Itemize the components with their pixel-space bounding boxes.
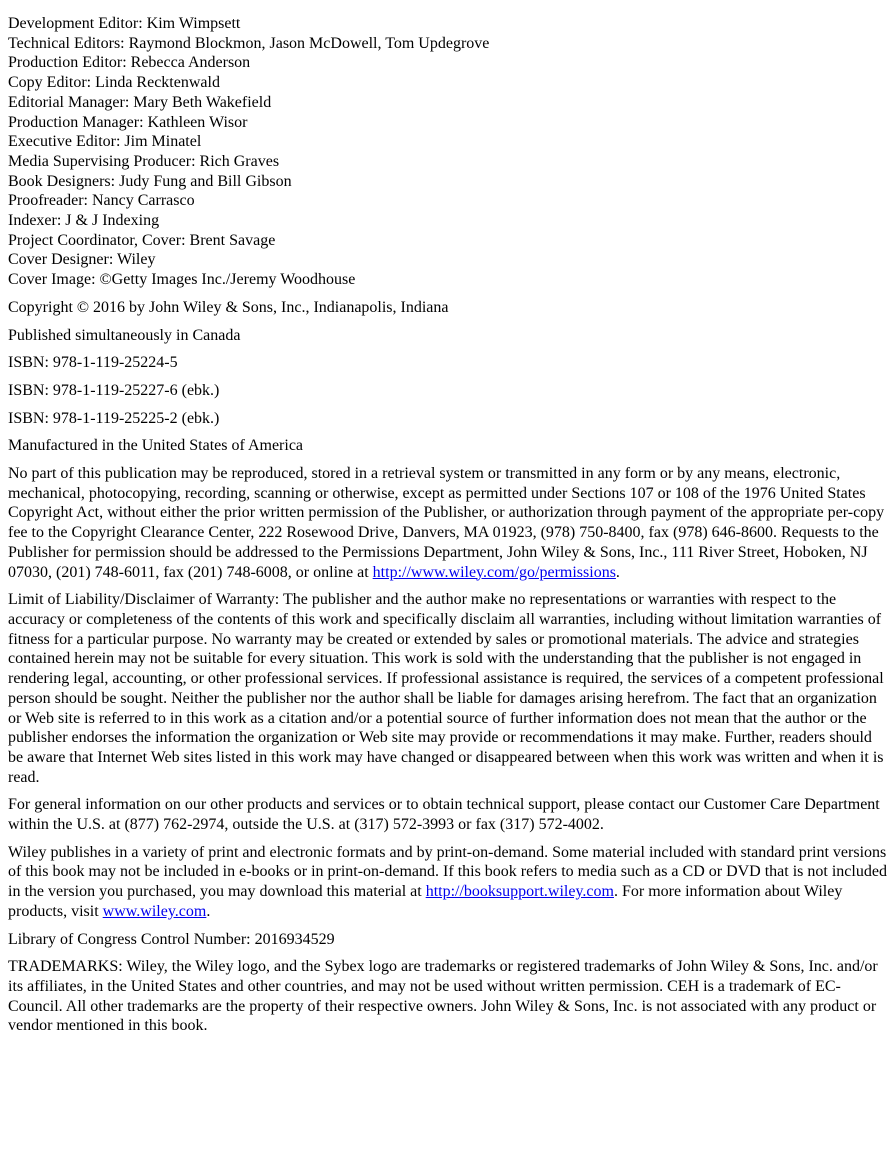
credit-line: Media Supervising Producer: Rich Graves xyxy=(8,152,280,170)
booksupport-link[interactable]: http://booksupport.wiley.com xyxy=(425,883,614,901)
credit-line: Technical Editors: Raymond Blockmon, Jason McDowell, Tom Updegrove xyxy=(8,34,490,52)
permissions-link[interactable]: http://www.wiley.com/go/permissions xyxy=(372,563,616,581)
credit-line: Development Editor: Kim Wimpsett xyxy=(8,15,241,32)
isbn-ebook-1: ISBN: 978-1-119-25227-6 (ebk.) xyxy=(8,381,220,399)
permissions-paragraph xyxy=(8,464,887,582)
credit-line: Production Manager: Kathleen Wisor xyxy=(8,113,248,131)
formats-text: Wiley publishes in a variety of print and electronic formats and by print-on-demand. Some material included with standard print versions of this book may not be included in e-books or in print-on-demand. If this book refers to media such as a CD or DVD that is not included in the version you purchased, you may download this material at xyxy=(8,843,887,901)
credits-list xyxy=(8,14,887,290)
credit-line: Project Coordinator, Cover: Brent Savage xyxy=(8,231,276,249)
formats-end: . xyxy=(206,902,211,920)
permissions-text: No part of this publication may be reproduced, stored in a retrieval system or transmitted in any form or by any means, electronic, mechanical, photocopying, recording, scanning or otherwise, except as permitted under Sections 107 or 108 of the 1976 United States Copyright Act, without either the prior written permission of the Publisher, or authorization through payment of the appropriate per-copy fee to the Copyright Clearance Center, 222 Rosewood Drive, Danvers, MA 01923, (978) 750-8400, fax (978) 646-8600. Requests to the Publisher for permission should be addressed to the Permissions Department, John Wiley & Sons, Inc., 111 River Street, Hoboken, NJ 07030, (201) 748-6011, fax (201) 748-6008, or online at xyxy=(8,465,885,581)
isbn-print: ISBN: 978-1-119-25224-5 xyxy=(8,354,178,372)
copyright-notice: Copyright © 2016 by John Wiley & Sons, Inc., Indianapolis, Indiana xyxy=(8,298,449,316)
credit-line: Proofreader: Nancy Carrasco xyxy=(8,192,195,210)
permissions-end: . xyxy=(615,563,620,581)
trademarks-paragraph: TRADEMARKS: Wiley, the Wiley logo, and the Sybex logo are trademarks or registered trademarks of John Wiley & Sons, Inc. and/or its affiliates, in the United States and other countries, and may not be used without written permission. CEH is a trademark of EC-Council. All other trademarks are the property of their respective owners. John Wiley & Sons, Inc. is not associated with any product or vendor mentioned in this book. xyxy=(8,958,878,1035)
credit-line: Book Designers: Judy Fung and Bill Gibson xyxy=(8,172,292,190)
credit-line: Executive Editor: Jim Minatel xyxy=(8,133,202,151)
support-paragraph: For general information on our other products and services or to obtain technical support, please contact our Customer Care Department within the U.S. at (877) 762-2974, outside the U.S. at (317) 572-3993 or fax (317) 572-4002. xyxy=(8,796,880,834)
lccn-line: Library of Congress Control Number: 2016934529 xyxy=(8,930,335,948)
formats-paragraph xyxy=(8,843,887,922)
published-note: Published simultaneously in Canada xyxy=(8,326,241,344)
credit-line: Cover Designer: Wiley xyxy=(8,251,156,269)
formats-middle: . For more information about Wiley products, visit xyxy=(8,883,843,920)
credit-line: Production Editor: Rebecca Anderson xyxy=(8,54,251,72)
manufactured-note: Manufactured in the United States of America xyxy=(8,437,304,455)
isbn-ebook-2: ISBN: 978-1-119-25225-2 (ebk.) xyxy=(8,409,220,427)
credit-line: Cover Image: ©Getty Images Inc./Jeremy Woodhouse xyxy=(8,271,356,289)
liability-disclaimer: Limit of Liability/Disclaimer of Warranty: The publisher and the author make no representations or warranties with respect to the accuracy or completeness of the contents of this work and specifically disclaim all warranties, including without limitation warranties of fitness for a particular purpose. No warranty may be created or extended by sales or promotional materials. The advice and strategies contained herein may not be suitable for every situation. This work is sold with the understanding that the publisher is not engaged in rendering legal, accounting, or other professional services. If professional assistance is required, the services of a competent professional person should be sought. Neither the publisher nor the author shall be liable for damages arising herefrom. The fact that an organization or Web site is referred to in this work as a citation and/or a potential source of further information does not mean that the author or the publisher endorses the information the organization or Web site may provide or recommendations it may make. Further, readers should be aware that Internet Web sites listed in this work may have changed or disappeared between when this work was written and when it is read. xyxy=(8,591,884,786)
credit-line: Indexer: J & J Indexing xyxy=(8,212,160,230)
credit-line: Editorial Manager: Mary Beth Wakefield xyxy=(8,93,272,111)
credit-line: Copy Editor: Linda Recktenwald xyxy=(8,74,220,92)
wiley-link[interactable]: www.wiley.com xyxy=(102,902,207,920)
